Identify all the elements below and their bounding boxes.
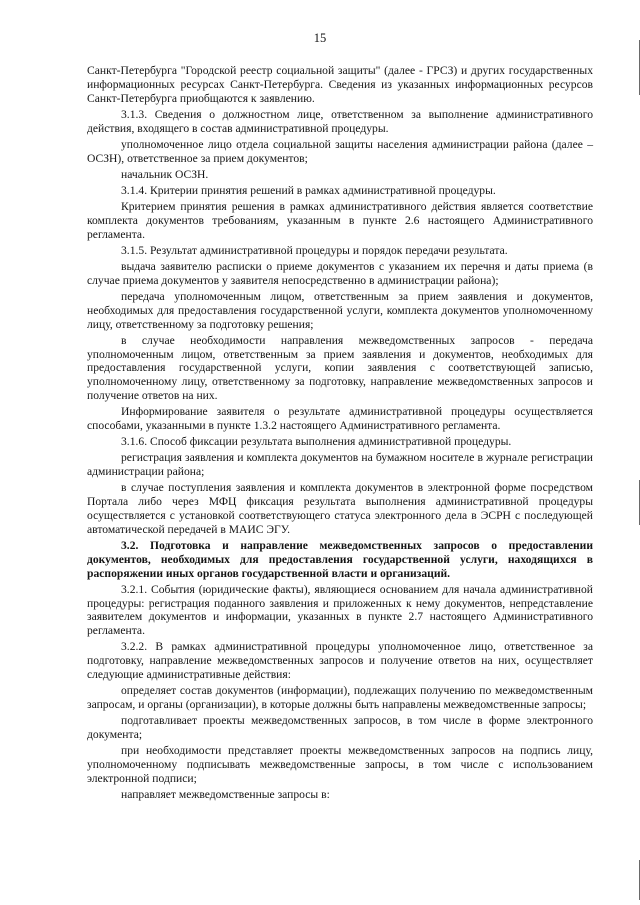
paragraph: начальник ОСЗН. [121, 167, 209, 181]
document-body [87, 64, 593, 804]
paragraph: выдача заявителю расписки о приеме документов с указанием их перечня и даты приема (в случае приема документов у заявителя непосредственно в администрации района); [87, 260, 593, 287]
paragraph: 3.1.6. Способ фиксации результата выполнения административной процедуры. [121, 435, 512, 449]
paragraph: уполномоченное лицо отдела социальной защиты населения администрации района (далее – ОСЗН), ответственное за прием документов; [87, 137, 593, 165]
paragraph: Информирование заявителя о результате административной процедуры осуществляется способами, указанными в пункте 1.3.2 настоящего Административного регламента. [87, 405, 593, 433]
paragraph: 3.1.4. Критерии принятия решений в рамках административной процедуры. [121, 183, 496, 197]
section-heading: 3.2. Подготовка и направление межведомственных запросов о предоставлении документов, необходимых для предоставления государственной услуги, находящихся в распоряжении иных органов государственной власти и организаций. [87, 538, 593, 580]
paragraph: в случае поступления заявления и комплекта документов в электронной форме посредством Портала либо через МФЦ фиксация результата выполнения административной процедуры осуществляется с установкой соответствующего статуса электронного дела в ЭСРН с последующей автоматической передачей в МАИС ЭГУ. [87, 481, 593, 536]
paragraph: определяет состав документов (информации), подлежащих получению по межведомственным запросам, и органы (организации), в которые должны быть направлены межведомственные запросы; [87, 684, 593, 711]
paragraph: при необходимости представляет проекты межведомственных запросов на подпись лицу, уполномоченному подписывать межведомственные запросы, в том числе с использованием электронной подписи; [87, 744, 593, 785]
paragraph: в случае необходимости направления межведомственных запросов - передача уполномоченным лицом, ответственным за прием заявления и документов, необходимых для предоставления государственной услуги, копии заявления с соответствующей записью, уполномоченному лицу, ответственному за подготовку, направление межведомственных запросов и получение ответов на них. [87, 333, 593, 403]
paragraph: Санкт-Петербурга "Городской реестр социальной защиты" (далее - ГРСЗ) и других государственных информационных ресурсах Санкт-Петербурга. Сведения из указанных информационных ресурсов Санкт-Петербурга приобщаются к заявлению. [87, 64, 593, 105]
paragraph: 3.2.1. События (юридические факты), являющиеся основанием для начала административной процедуры: регистрация поданного заявления и приложенных к нему документов, непредставление заявителем документов и информации, указанных в пункте 2.7 настоящего Административного регламента. [87, 582, 593, 638]
paragraph: 3.1.5. Результат административной процедуры и порядок передачи результата. [121, 243, 508, 257]
paragraph: 3.1.3. Сведения о должностном лице, ответственном за выполнение административного действия, входящего в состав административной процедуры. [87, 107, 593, 135]
paragraph: регистрация заявления и комплекта документов на бумажном носителе в журнале регистрации администрации района; [87, 451, 593, 479]
paragraph: Критерием принятия решения в рамках административного действия является соответствие комплекта документов требованиям, указанным в пункте 2.6 настоящего Административного регламента. [87, 200, 593, 241]
paragraph: 3.2.2. В рамках административной процедуры уполномоченное лицо, ответственное за подготовку, направление межведомственных запросов и получение ответов на них, осуществляет следующие административные действия: [87, 640, 593, 681]
paragraph: передача уполномоченным лицом, ответственным за прием заявления и документов, необходимых для предоставления государственной услуги, комплекта документов уполномоченному лицу, ответственному за подготовку решения; [87, 290, 593, 331]
page-number: 15 [313, 31, 327, 45]
paragraph: направляет межведомственные запросы в: [121, 787, 330, 801]
paragraph: подготавливает проекты межведомственных запросов, в том числе в форме электронного документа; [87, 714, 593, 741]
